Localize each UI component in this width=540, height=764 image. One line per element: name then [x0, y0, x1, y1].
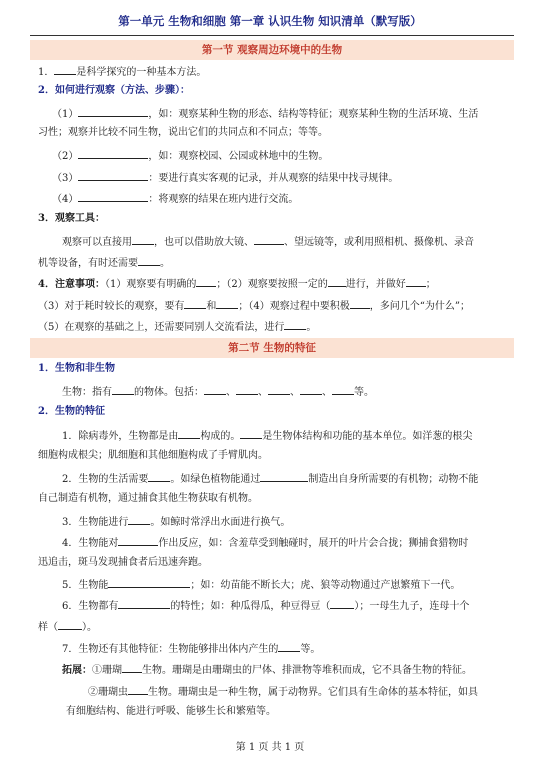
feature-4-cont: 迅追击，斑马发现捕食者后迅速奔跑。: [38, 557, 208, 568]
title-divider: [30, 35, 514, 36]
answer-blank[interactable]: [350, 298, 370, 309]
answer-blank[interactable]: [78, 170, 148, 181]
extension-coral: 拓展：①珊瑚 生物。珊瑚是由珊瑚虫的尸体、排泄物等堆积而成，它不具备生物的特征。: [62, 662, 472, 678]
answer-blank[interactable]: [330, 598, 354, 609]
step-4: （4） ：将观察的结果在班内进行交流。: [52, 191, 298, 207]
feature-1-cont: 细胞构成根尖；肌细胞和其他细胞构成了手臂肌肉。: [38, 450, 268, 461]
living-definition: 生物：指有 的物体。包括： 、 、 、 、 等。: [62, 384, 374, 400]
heading-observe-method: 2．如何进行观察（方法、步骤）：: [38, 85, 190, 96]
answer-blank[interactable]: [278, 641, 300, 652]
extension-polyp: ②珊瑚虫 生物。珊瑚虫是一种生物，属于动物界。它们具有生命体的基本特征，如具: [88, 684, 478, 700]
answer-blank[interactable]: [216, 298, 238, 309]
notes-line-3: （5）在观察的基础之上，还需要同别人交流看法，进行 。: [38, 319, 316, 335]
answer-blank[interactable]: [78, 191, 148, 202]
answer-blank[interactable]: [406, 276, 426, 287]
answer-blank[interactable]: [122, 662, 142, 673]
feature-2-cont: 自己制造有机物，通过捕食其他生物获取有机物。: [38, 493, 258, 504]
notes-line-1: 4．注意事项：（1）观察要有明确的 ；（2）观察要按照一定的 进行，并做好 ；: [38, 276, 436, 292]
answer-blank[interactable]: [54, 64, 76, 75]
section-header-2: [30, 338, 514, 358]
answer-blank[interactable]: [118, 598, 170, 609]
feature-3: 3．生物能进行 。如鲸时常浮出水面进行换气。: [62, 514, 290, 530]
answer-blank[interactable]: [328, 276, 346, 287]
heading-characteristics: 2．生物的特征: [38, 406, 105, 417]
answer-blank[interactable]: [118, 535, 158, 546]
page-number: 第 1 页 共 1 页: [235, 742, 305, 753]
heading-tools: 3．观察工具：: [38, 213, 105, 224]
answer-blank[interactable]: [78, 106, 148, 117]
feature-6: 6．生物都有 的特性；如：种瓜得瓜，种豆得豆（ ）；一母生九子，连母十个: [62, 598, 469, 614]
answer-blank[interactable]: [112, 384, 134, 395]
answer-blank[interactable]: [138, 255, 160, 266]
section-header-1: [30, 40, 514, 60]
step-3: （3） ：要进行真实客观的记录，并从观察的结果中找寻规律。: [52, 170, 398, 186]
answer-blank[interactable]: [268, 384, 290, 395]
answer-blank[interactable]: [184, 298, 206, 309]
answer-blank[interactable]: [236, 384, 258, 395]
answer-blank[interactable]: [128, 514, 150, 525]
tools-text-cont: 机等设备，有时还需要 。: [38, 255, 170, 271]
answer-blank[interactable]: [260, 471, 308, 482]
feature-2: 2．生物的生活需要 。如绿色植物能通过 制造出自身所需要的有机物；动物不能: [62, 471, 478, 487]
answer-blank[interactable]: [58, 619, 82, 630]
step-1-cont: 习性；观察并比较不同生物，说出它们的共同点和不同点；等等。: [38, 127, 328, 138]
step-1: （1） ，如：观察某种生物的形态、结构等特征；观察某种生物的生活环境、生活: [52, 106, 478, 122]
answer-blank[interactable]: [284, 319, 306, 330]
answer-blank[interactable]: [178, 428, 200, 439]
answer-blank[interactable]: [204, 384, 226, 395]
answer-blank[interactable]: [128, 684, 148, 695]
answer-blank[interactable]: [132, 234, 154, 245]
notes-line-2: （3）对于耗时较长的观察，要有 和 ；（4）观察过程中要积极 ，多问几个“为什么”；: [38, 298, 470, 314]
answer-blank[interactable]: [108, 577, 190, 588]
feature-7: 7．生物还有其他特征：生物能够排出体内产生的 等。: [62, 641, 320, 657]
heading-living-nonliving: 1．生物和非生物: [38, 363, 115, 374]
feature-1: 1．除病毒外，生物都是由 构成的。 是生物体结构和功能的基本单位。如洋葱的根尖: [62, 428, 472, 444]
extension-polyp-cont: 有细胞结构、能进行呼吸、能够生长和繁殖等。: [66, 706, 276, 717]
answer-blank[interactable]: [196, 276, 216, 287]
section-title: 第一节 观察周边环境中的生物: [201, 44, 343, 56]
answer-blank[interactable]: [78, 148, 148, 159]
answer-blank[interactable]: [148, 471, 170, 482]
section-title: 第二节 生物的特征: [228, 342, 316, 354]
answer-blank[interactable]: [300, 384, 322, 395]
feature-5: 5．生物能 ；如：幼苗能不断长大；虎、狼等动物通过产崽繁殖下一代。: [62, 577, 460, 593]
item-1: 1． 是科学探究的一种基本方法。: [38, 64, 206, 80]
answer-blank[interactable]: [254, 234, 284, 245]
step-2: （2） ，如：观察校园、公园或林地中的生物。: [52, 148, 328, 164]
feature-6-cont: 样（ ）。: [38, 619, 97, 635]
answer-blank[interactable]: [332, 384, 354, 395]
answer-blank[interactable]: [240, 428, 262, 439]
feature-4: 4．生物能对 作出反应，如：含羞草受到触碰时，展开的叶片会合拢；狮捕食猎物时: [62, 535, 468, 551]
page-title: 第一单元 生物和细胞 第一章 认识生物 知识清单（默写版）: [118, 14, 422, 28]
tools-text: 观察可以直接用 ，也可以借助放大镜、 、望远镜等，或利用照相机、摄像机、录音: [62, 234, 474, 250]
